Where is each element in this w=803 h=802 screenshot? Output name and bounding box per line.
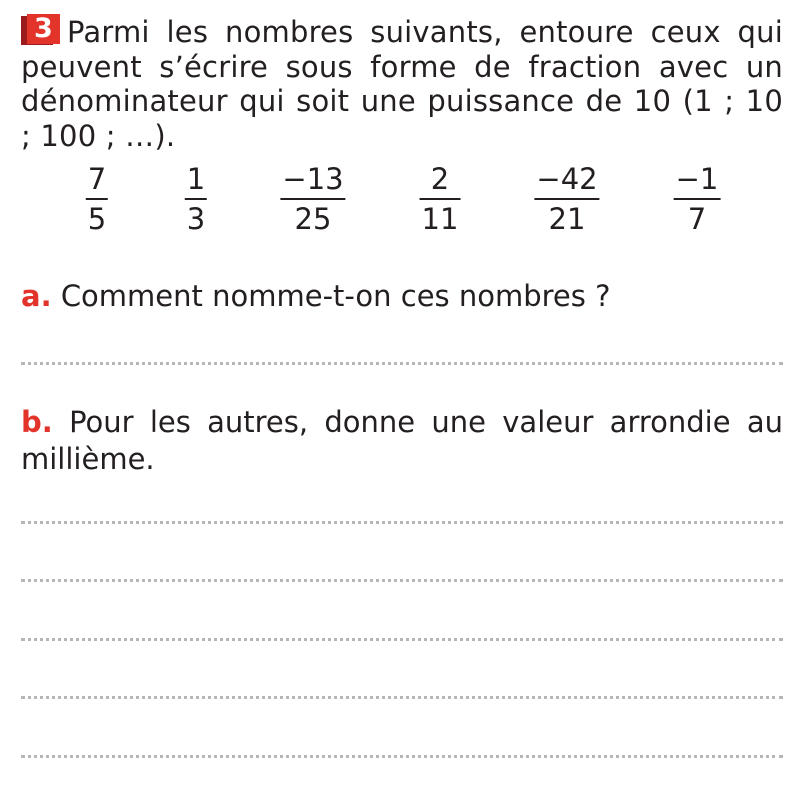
question-b-letter: b. xyxy=(21,405,53,439)
fraction-numerator: 1 xyxy=(186,162,206,196)
fraction-denominator: 3 xyxy=(186,202,206,236)
fraction-bar xyxy=(86,198,108,200)
fraction-numerator: −13 xyxy=(282,162,344,196)
fraction-item[interactable] xyxy=(185,163,207,235)
fraction-list xyxy=(21,163,783,235)
exercise-statement xyxy=(21,14,783,153)
fraction-item[interactable] xyxy=(86,163,108,235)
fraction-denominator: 21 xyxy=(548,202,586,236)
answer-line-b3[interactable] xyxy=(21,638,783,641)
exercise-intro-text: Parmi les nombres suivants, entoure ceux qui peuvent s’écrire sous forme de fraction avec un dénominateur qui soit une puissance de 10 (1 ; 10 ; 100 ; …). xyxy=(21,15,783,153)
answer-line-b5[interactable] xyxy=(21,755,783,758)
fraction-bar xyxy=(185,198,207,200)
exercise-number: 3 xyxy=(27,14,60,44)
fraction-denominator: 5 xyxy=(87,202,107,236)
fraction-item[interactable] xyxy=(420,163,461,235)
answer-line-b2[interactable] xyxy=(21,579,783,582)
fraction-bar xyxy=(420,198,461,200)
fraction-bar xyxy=(674,198,721,200)
fraction-numerator: −42 xyxy=(536,162,598,196)
question-b-text: Pour les autres, donne une valeur arrondie au millième. xyxy=(21,405,783,476)
fraction-bar xyxy=(534,198,599,200)
fraction-item[interactable] xyxy=(534,163,599,235)
fraction-numerator: −1 xyxy=(675,162,719,196)
fraction-denominator: 7 xyxy=(687,202,707,236)
exercise-3 xyxy=(21,0,783,476)
question-a-letter: a. xyxy=(21,279,52,313)
fraction-bar xyxy=(280,198,345,200)
fraction-denominator: 25 xyxy=(294,202,332,236)
fraction-numerator: 2 xyxy=(430,162,450,196)
answer-line-a[interactable] xyxy=(21,362,783,365)
exercise-number-badge xyxy=(21,14,61,45)
answer-line-b1[interactable] xyxy=(21,521,783,524)
fraction-numerator: 7 xyxy=(87,162,107,196)
fraction-item[interactable] xyxy=(280,163,345,235)
question-b xyxy=(21,404,783,478)
fraction-denominator: 11 xyxy=(421,202,459,236)
answer-line-b4[interactable] xyxy=(21,696,783,699)
question-a xyxy=(21,278,783,315)
fraction-item[interactable] xyxy=(674,163,721,235)
question-a-text: Comment nomme-t-on ces nombres ? xyxy=(60,279,611,313)
